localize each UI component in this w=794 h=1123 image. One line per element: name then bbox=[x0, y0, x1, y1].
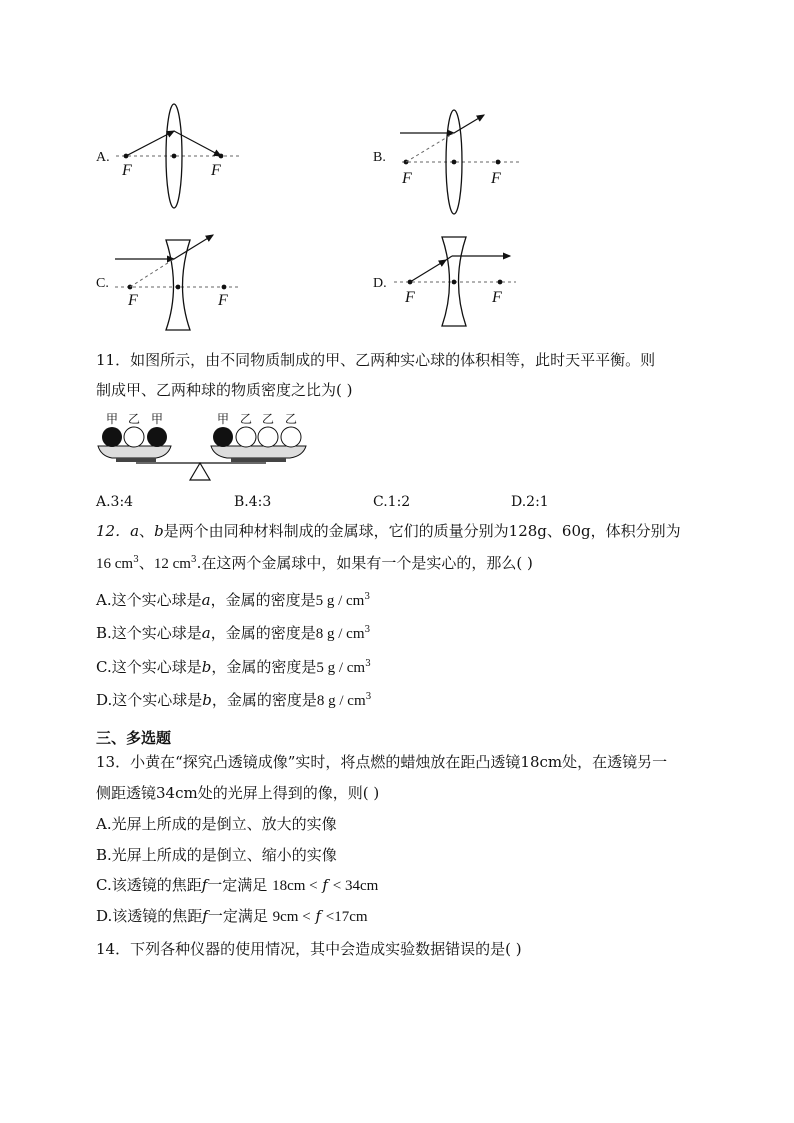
lens-diagram-a bbox=[90, 80, 250, 215]
option-mid: 一定满足 bbox=[207, 876, 268, 894]
q11-stem-line1: 11．如图所示，由不同物质制成的甲、乙两种实心球的体积相等，此时天平平衡。则 bbox=[96, 351, 656, 369]
q11-option-c: C.1:2 bbox=[373, 494, 411, 510]
q12-number: 12． bbox=[96, 522, 131, 540]
q12-option-b bbox=[96, 623, 370, 644]
separator: 、 bbox=[139, 522, 155, 540]
option-prefix: A.这个实心球是 bbox=[96, 591, 202, 609]
option-var: f bbox=[315, 907, 322, 925]
section-heading: 三、多选题 bbox=[96, 729, 172, 747]
option-prefix: B.这个实心球是 bbox=[96, 624, 202, 642]
separator: 、 bbox=[138, 554, 154, 572]
superscript: 3 bbox=[365, 692, 372, 702]
focus-label-right: F bbox=[491, 170, 501, 187]
q13-option-d bbox=[96, 906, 368, 927]
q12-stem-line1 bbox=[96, 521, 681, 541]
focus-label-right: F bbox=[211, 162, 221, 179]
option-var: f bbox=[201, 876, 208, 894]
option-mid: 一定满足 bbox=[207, 907, 268, 925]
right-pan-label: 乙 bbox=[262, 412, 275, 426]
q13-option-b: B.光屏上所成的是倒立、缩小的实像 bbox=[96, 846, 337, 864]
q12-stem-text: 是两个由同种材料制成的金属球，它们的质量分别为128g、60g，体积分别为 bbox=[163, 522, 681, 540]
right-pan-label: 乙 bbox=[285, 412, 298, 426]
option-label-a: A. bbox=[96, 150, 110, 165]
focus-label-left: F bbox=[405, 289, 415, 306]
inequality-right: <17cm bbox=[325, 909, 368, 925]
right-pan-label: 甲 bbox=[217, 412, 230, 426]
q13-stem-line2: 侧距透镜34cm处的光屏上得到的像，则( ) bbox=[96, 784, 380, 802]
q13-stem-line1: 13．小黄在“探究凸透镜成像”实时，将点燃的蜡烛放在距凸透镜18cm处，在透镜另一 bbox=[96, 753, 668, 771]
lens-diagram-d bbox=[390, 232, 520, 332]
superscript: 3 bbox=[133, 555, 139, 565]
var-b: b bbox=[154, 522, 164, 540]
superscript: 3 bbox=[364, 625, 371, 635]
option-label-c: C. bbox=[96, 276, 109, 291]
q13-option-c bbox=[96, 875, 378, 896]
focus-label-right: F bbox=[218, 292, 228, 309]
superscript: 3 bbox=[190, 555, 197, 565]
left-pan-label: 甲 bbox=[106, 412, 119, 426]
q13-option-a: A.光屏上所成的是倒立、放大的实像 bbox=[96, 815, 337, 833]
focus-label-left: F bbox=[122, 162, 132, 179]
var-a: a bbox=[130, 522, 140, 540]
option-value: 5 g / cm bbox=[315, 593, 365, 609]
option-var: a bbox=[201, 591, 211, 609]
lens-diagram-c bbox=[110, 228, 250, 338]
option-prefix: D.这个实心球是 bbox=[96, 691, 203, 709]
right-pan-label: 乙 bbox=[240, 412, 253, 426]
option-mid: ，金属的密度是 bbox=[211, 691, 317, 709]
option-var: f bbox=[202, 907, 208, 925]
left-pan-label: 甲 bbox=[151, 412, 164, 426]
inequality-left: 18cm < bbox=[272, 878, 318, 894]
option-value: 5 g / cm bbox=[316, 660, 366, 676]
option-value: 8 g / cm bbox=[316, 693, 366, 709]
q12-option-a bbox=[96, 590, 370, 611]
option-var: b bbox=[202, 691, 212, 709]
volume-b: 12 cm bbox=[153, 556, 191, 572]
option-var: b bbox=[201, 658, 212, 676]
option-label-b: B. bbox=[373, 150, 386, 165]
left-pan-label: 乙 bbox=[128, 412, 141, 426]
q12-stem-text: .在这两个金属球中，如果有一个是实心的，那么( ) bbox=[196, 554, 533, 572]
inequality-right: < 34cm bbox=[332, 878, 379, 894]
focus-label-left: F bbox=[128, 292, 138, 309]
q14-stem: 14．下列各种仪器的使用情况，其中会造成实验数据错误的是( ) bbox=[96, 940, 522, 958]
volume-a: 16 cm bbox=[96, 556, 134, 572]
focus-label-right: F bbox=[492, 289, 502, 306]
option-label-d: D. bbox=[373, 276, 387, 291]
option-mid: ，金属的密度是 bbox=[210, 624, 316, 642]
focus-label-left: F bbox=[402, 170, 412, 187]
q12-stem-line2 bbox=[96, 553, 533, 574]
q12-option-d bbox=[96, 690, 371, 711]
superscript: 3 bbox=[364, 592, 371, 602]
option-mid: ，金属的密度是 bbox=[211, 658, 317, 676]
superscript: 3 bbox=[365, 659, 371, 669]
inequality-left: 9cm < bbox=[272, 909, 311, 925]
option-var: a bbox=[201, 624, 211, 642]
option-mid: ，金属的密度是 bbox=[210, 591, 316, 609]
option-value: 8 g / cm bbox=[315, 626, 365, 642]
option-prefix: C.该透镜的焦距 bbox=[96, 876, 202, 894]
option-var: f bbox=[322, 876, 328, 894]
option-prefix: D.该透镜的焦距 bbox=[96, 907, 203, 925]
q12-option-c bbox=[96, 657, 371, 678]
q11-option-b: B.4:3 bbox=[234, 494, 272, 510]
option-prefix: C.这个实心球是 bbox=[96, 658, 202, 676]
q11-option-a: A.3:4 bbox=[96, 494, 134, 510]
q11-option-d: D.2:1 bbox=[511, 494, 549, 510]
lens-diagram-b bbox=[380, 100, 540, 220]
q11-stem-line2: 制成甲、乙两种球的物质密度之比为( ) bbox=[96, 381, 353, 399]
